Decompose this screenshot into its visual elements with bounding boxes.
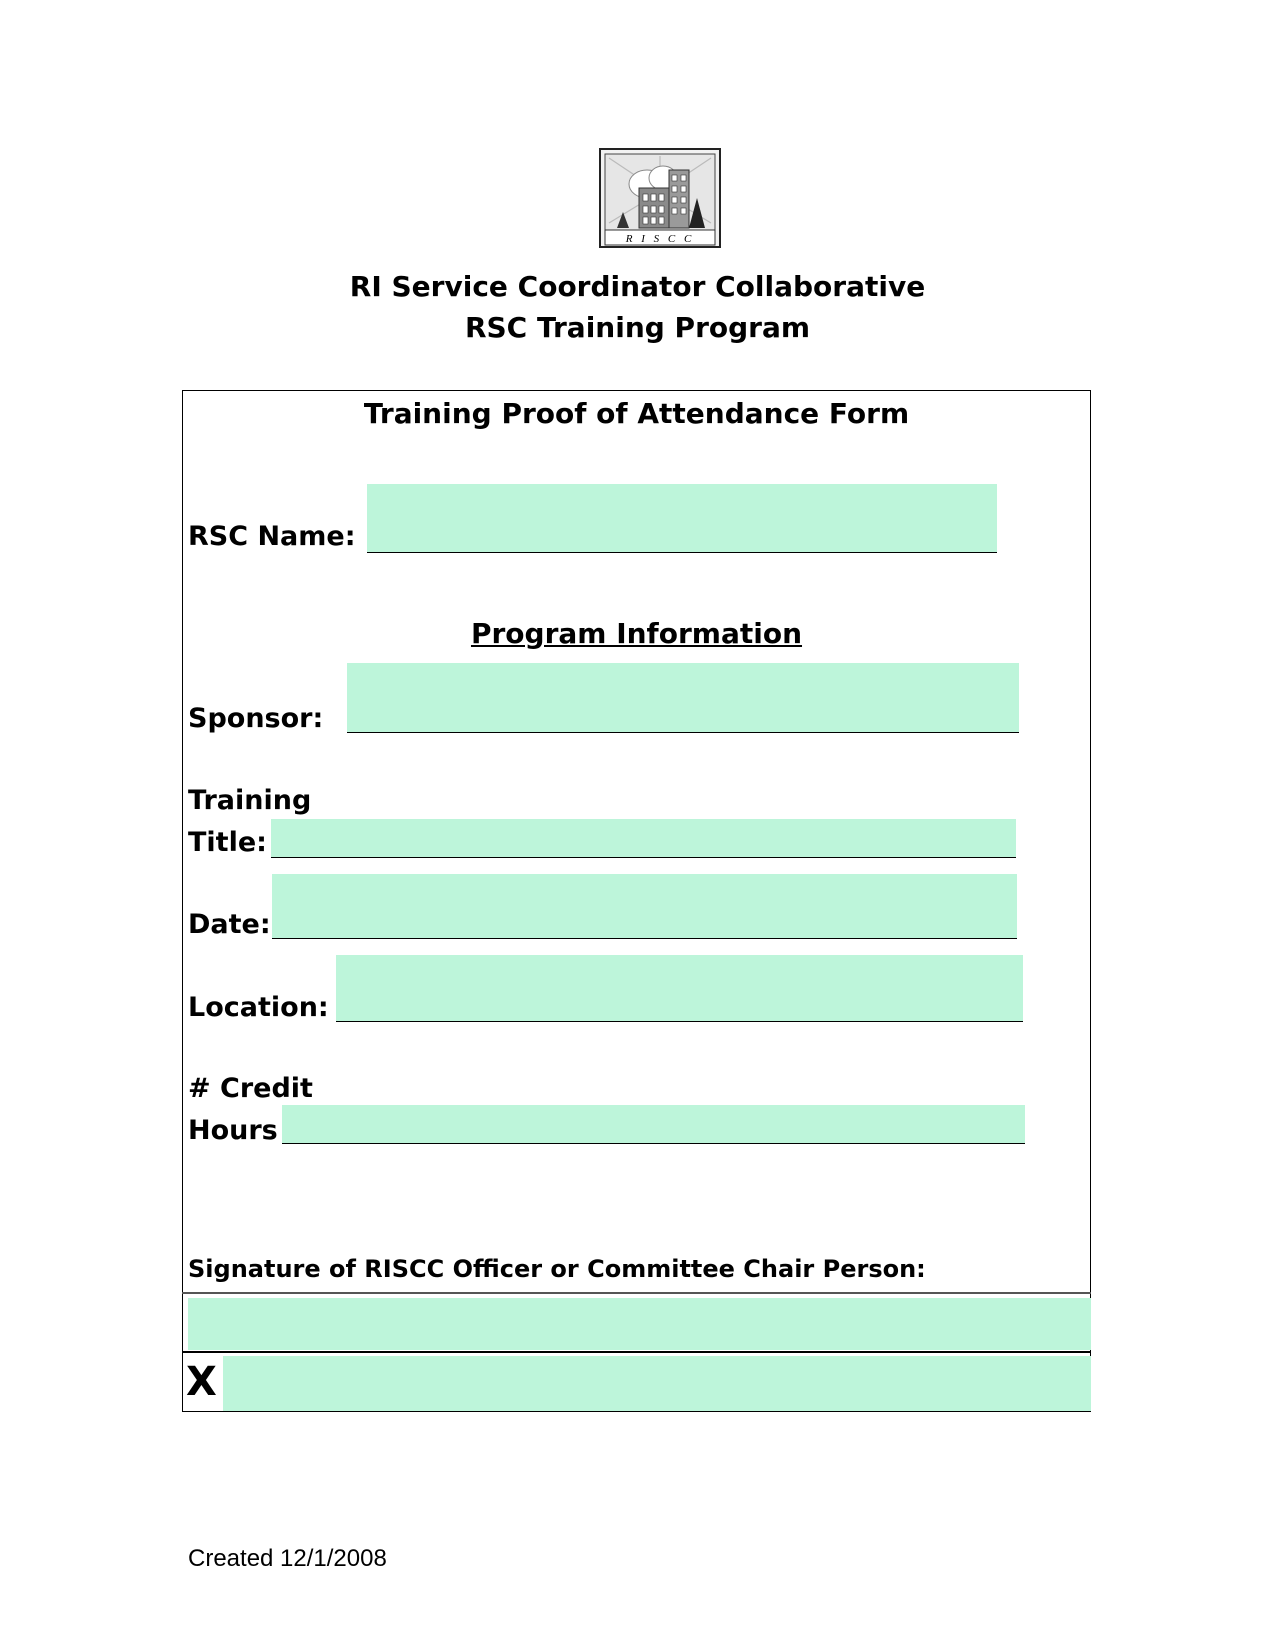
credit-hours-field[interactable] [282,1105,1025,1144]
program-title: RSC Training Program [464,311,811,344]
training-title-field[interactable] [271,819,1016,858]
training-title-label-line1: Training [188,785,312,816]
sponsor-label: Sponsor: [188,703,324,734]
sponsor-field[interactable] [347,663,1019,733]
rsc-name-label: RSC Name: [188,521,356,552]
signature-divider-top [182,1292,1091,1294]
signature-label: Signature of RISCC Officer or Committee Chair Person: [188,1255,926,1283]
organization-title: RI Service Coordinator Collaborative [349,270,926,303]
signature-x-mark: X [186,1359,217,1405]
signature-x-field[interactable] [223,1356,1091,1411]
signature-divider-middle [182,1351,1091,1353]
date-label: Date: [188,909,271,940]
signature-field[interactable] [188,1298,1091,1350]
form-title: Training Proof of Attendance Form [363,397,910,430]
rsc-name-field[interactable] [367,484,997,553]
created-date: Created 12/1/2008 [188,1545,387,1572]
program-information-heading: Program Information [470,617,803,650]
location-label: Location: [188,992,329,1023]
riscc-logo [599,148,721,248]
training-title-label-line2: Title: [188,827,267,858]
date-field[interactable] [272,874,1017,939]
location-field[interactable] [336,955,1023,1022]
logo-initials: R I S C C [625,233,695,245]
credit-hours-label-line2: Hours [188,1115,278,1146]
credit-hours-label-line1: # Credit [188,1073,313,1104]
